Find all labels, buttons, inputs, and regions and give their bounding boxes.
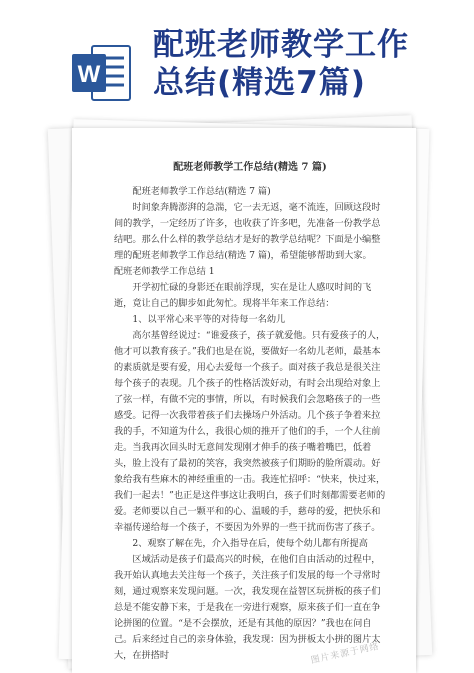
- word-icon: [70, 40, 134, 106]
- paragraph-2: 高尔基曾经说过：“谁爱孩子，孩子就爱他。只有爱孩子的人，他才可以教育孩子。”我们也是在说，要做好一名幼儿老师，最基本的素质就是要有爱，用心去爱每一个孩子。面对孩子我总是很关注每个孩子的表现。几个孩子的性格活泼好动，有时会出现给对象上了弦一样，有做不完的事情，所以，有时候我们会忽略孩子的一些感受。记得一次我带着孩子们去操场户外活动。几个孩子争着来拉我的手，不知道为什么，我很心烦的推开了他们的手，一个人往前走。当我再次回头时无意间发现刚才伸手的孩子嘴着嘴巴，低着头，脸上没有了最初的笑容，我突然被孩子们期盼的脸所震动。好象给我有些麻木的神经重重的一击。我连忙招呼：“快来，快过来，我们一起去！”也正是这件事这让我明白，孩子们时刻都需要老师的爱。老师要以自己一颗平和的心、温暖的手，慈母的爱，把快乐和幸福传递给每一个孩子，不要因为外界的一些干扰而伤害了孩子。: [114, 330, 386, 533]
- banner-title-line1: 配班老师教学工作: [153, 27, 409, 63]
- paragraph-3: 区域活动是孩子们最高兴的时候，在他们自由活动的过程中，我开始认真地去关注每一个孩子，关注孩子们发展的每一个寻常时刻，通过观察来发现问题。一次，我发现在益智区玩拼板的孩子们总是不能安静下来，于是我在一旁进行观察，原来孩子们一直在争论拼图的位置。“是不会摆放，还是有其他的原因？”我也在问自己。后来经过自己的亲身体验，我发现：因为拼板太小拼的图片太大，在拼搭时: [114, 554, 381, 661]
- document-body: [72, 128, 416, 667]
- banner-title: [153, 26, 453, 102]
- document-title: 配班老师教学工作总结(精选 7 篇): [173, 162, 327, 173]
- intro-paragraph: 时间象奔腾澎湃的急湍，它一去无返，毫不流连，回顾这段时间的教学，一定经历了许多，也收获了许多吧，先准备一份教学总结吧。那么什么样的教学总结才是好的教学总结呢？下面是小编整理的配班老师教学工作总结(精选 7 篇)，希望能够帮助到大家。: [114, 202, 381, 261]
- banner: [0, 0, 474, 130]
- section-heading: 配班老师教学工作总结 1: [114, 266, 215, 277]
- document-subtitle: 配班老师教学工作总结(精选 7 篇): [132, 186, 271, 197]
- watermark: 图片来源于网络: [310, 641, 381, 667]
- paragraph-1: 开学初忙碌的身影还在眼前浮现，实在是让人感叹时间的飞逝，竟让自己的脚步如此匆忙。现将半年来工作总结：: [114, 282, 372, 309]
- list-item-2: 2、观察了解在先，介入指导在后，使每个幼儿都有所提高: [132, 538, 368, 549]
- document-page: [72, 128, 416, 673]
- word-logo-letter: W: [77, 61, 101, 88]
- banner-title-line2: 总结(精选7篇): [153, 65, 366, 101]
- list-item-1: 1、以平常心来平等的对待每一名幼儿: [132, 314, 286, 325]
